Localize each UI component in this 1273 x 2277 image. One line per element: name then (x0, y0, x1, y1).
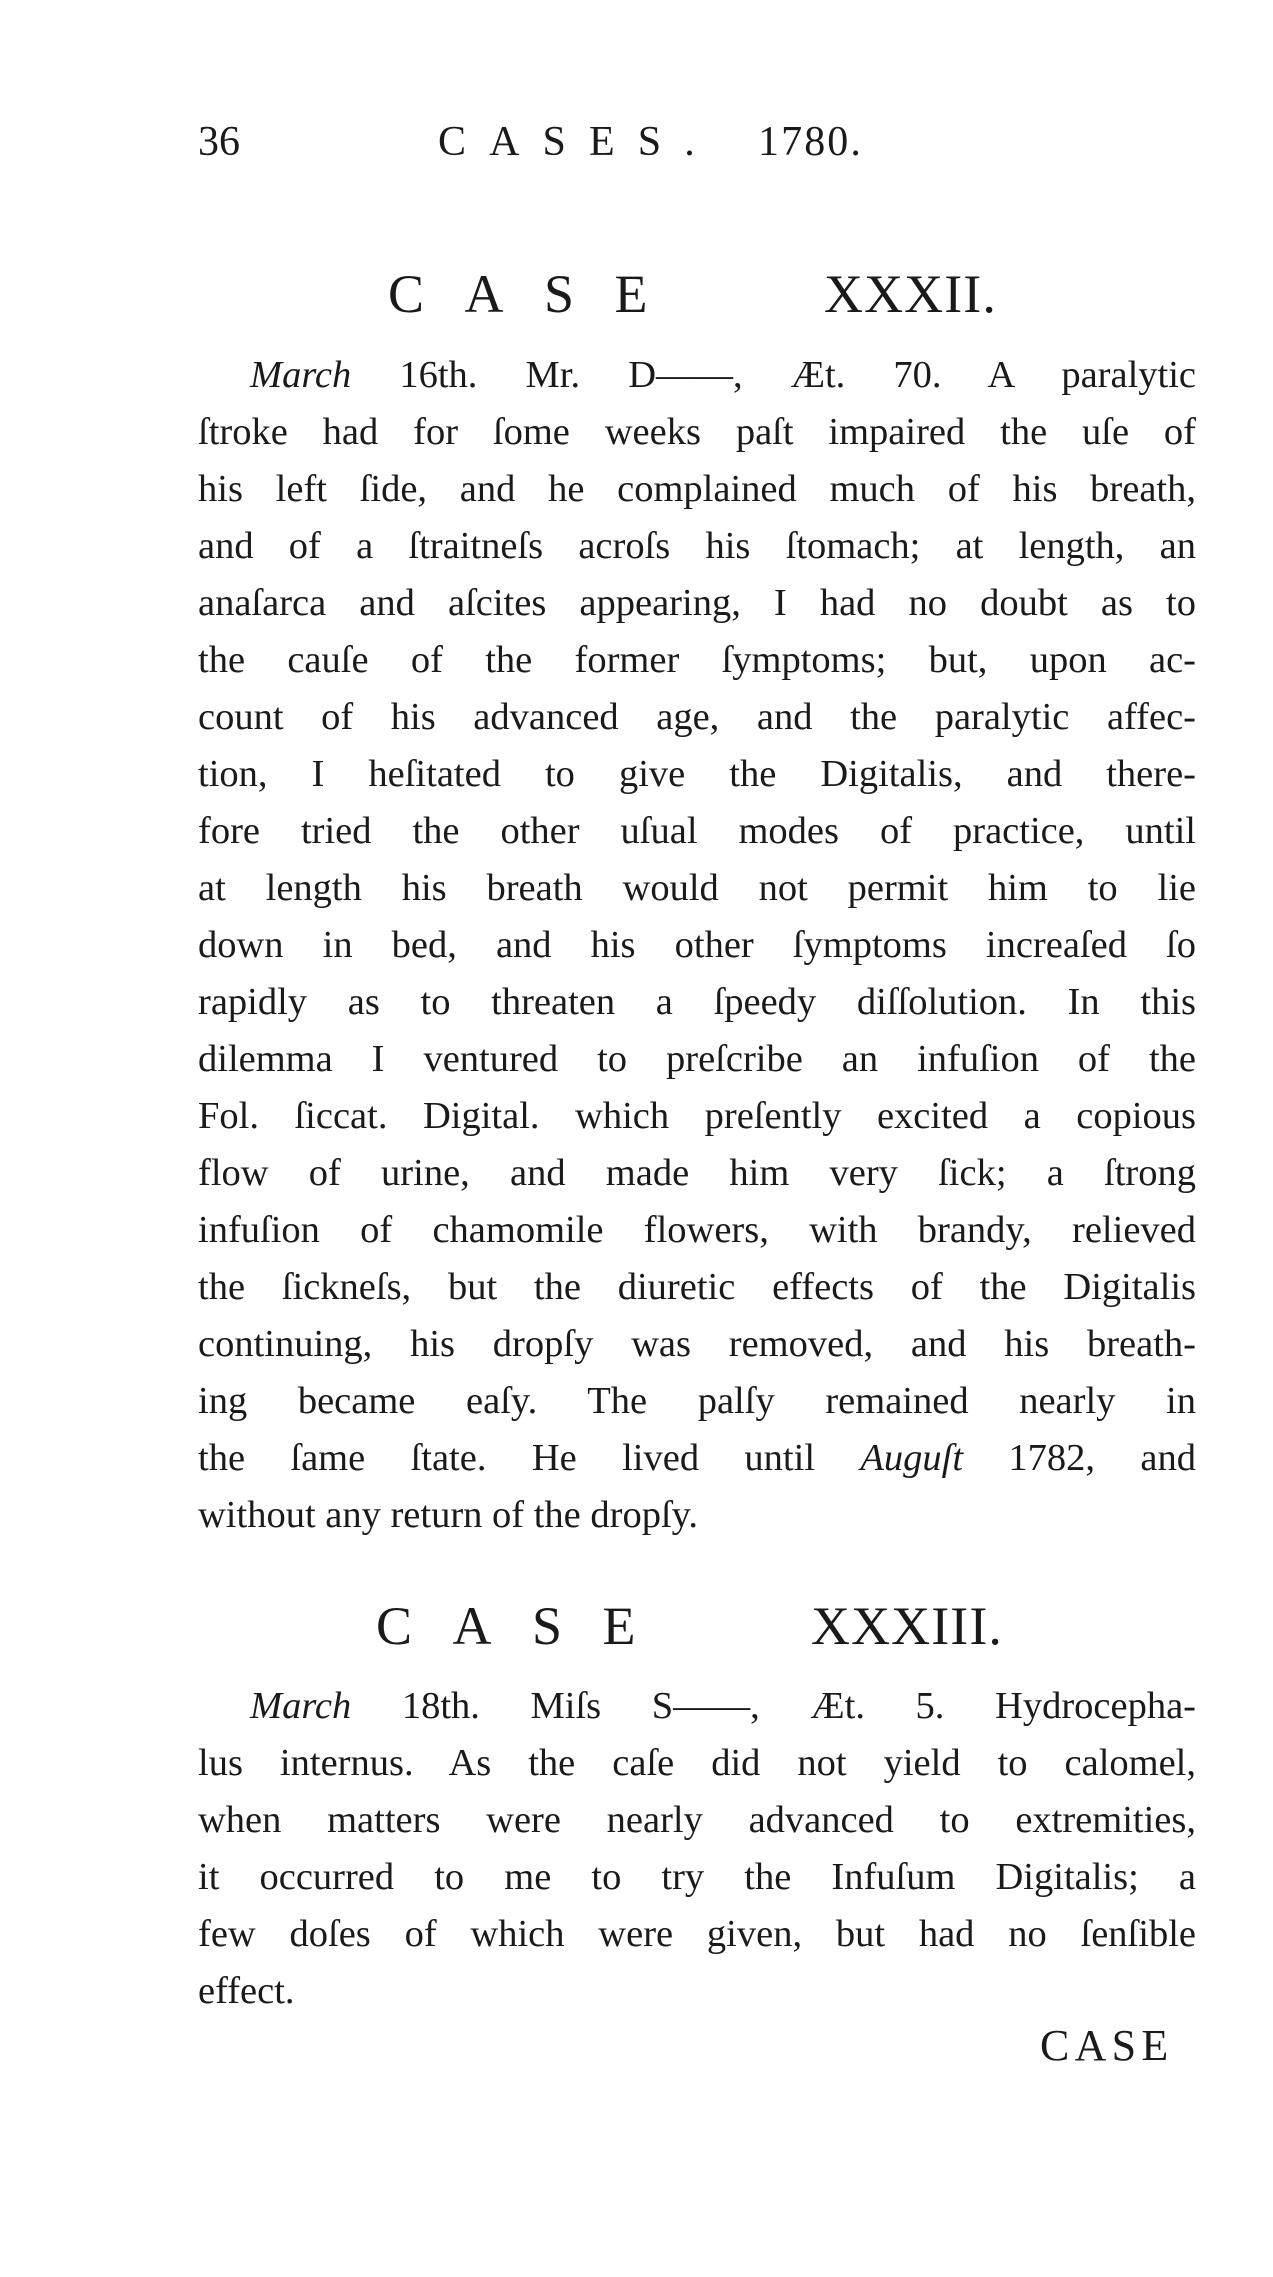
text-line: Fol. ſiccat. Digital. which preſently excited a copious (198, 1095, 1196, 1137)
page-number: 36 (198, 119, 240, 165)
text-line: few doſes of which were given, but had no ſenſible (198, 1913, 1196, 1955)
text-line: rapidly as to threaten a ſpeedy diſſolution. In this (198, 981, 1196, 1023)
case-heading-numeral: XXXII. (824, 264, 997, 324)
text-segment: 1782, and (963, 1437, 1196, 1479)
text-line: his left ſide, and he complained much of his breath, (198, 468, 1196, 510)
text-line: down in bed, and his other ſymptoms increaſed ſo (198, 924, 1196, 966)
italic-month: Auguſt (860, 1437, 964, 1479)
case-heading (198, 1595, 1198, 1657)
case-heading (198, 263, 1198, 325)
text-line: infuſion of chamomile flowers, with brandy, relieved (198, 1209, 1196, 1251)
italic-month: March (250, 354, 352, 396)
text-line: ſtroke had for ſome weeks paſt impaired the uſe of (198, 411, 1196, 453)
running-title: CASES. (438, 119, 718, 165)
text-line: lus internus. As the caſe did not yield to calomel, (198, 1742, 1196, 1784)
text-line: without any return of the dropſy. (198, 1494, 699, 1536)
text-line: when matters were nearly advanced to extremities, (198, 1799, 1196, 1841)
running-head (198, 118, 998, 178)
text-line: at length his breath would not permit him to lie (198, 867, 1196, 909)
text-line: continuing, his dropſy was removed, and his breath- (198, 1323, 1196, 1365)
text-line: effect. (198, 1970, 295, 2012)
case-heading-numeral: XXXIII. (811, 1596, 1003, 1656)
text-line: fore tried the other uſual modes of practice, until (198, 810, 1196, 852)
text-line (198, 347, 1196, 404)
case-body-text (198, 347, 1196, 1544)
text-line: the cauſe of the former ſymptoms; but, upon ac- (198, 639, 1196, 681)
text-line (198, 1430, 1196, 1487)
text-line: dilemma I ventured to preſcribe an infuſion of the (198, 1038, 1196, 1080)
text-line (198, 1678, 1196, 1735)
case-heading-word: CASE (388, 264, 689, 324)
text-line: flow of urine, and made him very ſick; a ſtrong (198, 1152, 1196, 1194)
case-heading-word: CASE (376, 1596, 677, 1656)
text-segment: the ſame ſtate. He lived until (198, 1437, 861, 1479)
text-line: it occurred to me to try the Infuſum Digitalis; a (198, 1856, 1196, 1898)
text-segment: 18th. Miſs S——, Æt. 5. Hydrocepha- (351, 1685, 1196, 1727)
case-body-text (198, 1678, 1196, 2020)
text-line: tion, I heſitated to give the Digitalis, and there- (198, 753, 1196, 795)
text-line: the ſickneſs, but the diuretic effects of the Digitalis (198, 1266, 1196, 1308)
text-line: count of his advanced age, and the paralytic affec- (198, 696, 1196, 738)
italic-month: March (250, 1685, 352, 1727)
text-line: and of a ſtraitneſs acroſs his ſtomach; at length, an (198, 525, 1196, 567)
catchword: CASE (1040, 2021, 1174, 2070)
running-year: 1780. (758, 119, 863, 165)
text-segment: 16th. Mr. D——, Æt. 70. A paralytic (351, 354, 1196, 396)
text-line: anaſarca and aſcites appearing, I had no doubt as to (198, 582, 1196, 624)
text-line: ing became eaſy. The palſy remained nearly in (198, 1380, 1196, 1422)
